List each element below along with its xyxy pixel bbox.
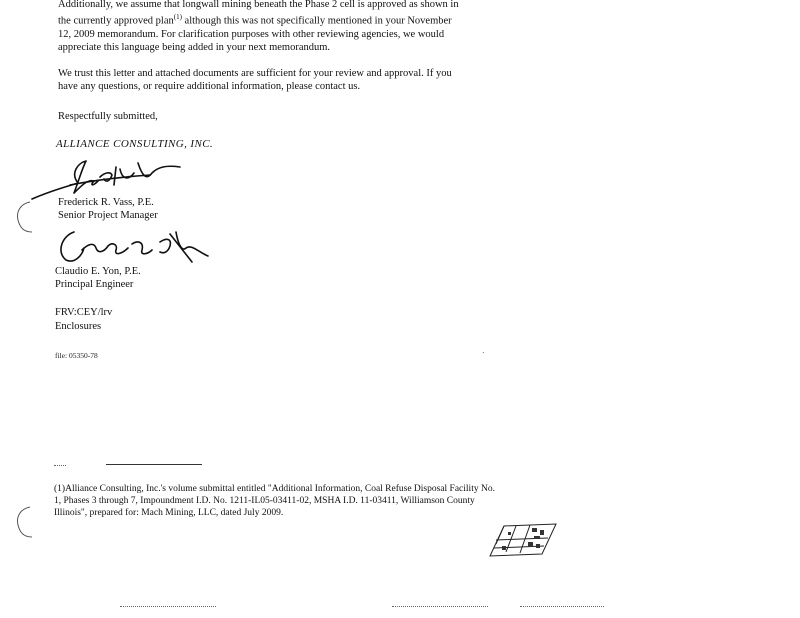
footnote-ref: (1) [173,13,182,21]
firm-name: ALLIANCE CONSULTING, INC. [56,138,214,150]
footnote-line: (1)Alliance Consulting, Inc.'s volume submittal entitled "Additional Information, Coal Refuse Disposal Facility No. [54,484,495,494]
paragraph-closing-request [58,67,528,93]
stray-mark: · [482,348,485,357]
paragraph-line: We trust this letter and attached documents are sufficient for your review and approval. If you [58,68,452,79]
signer-1-name: Frederick R. Vass, P.E. [58,197,154,208]
closing: Respectfully submitted, [58,111,158,122]
paragraph-line: 12, 2009 memorandum. For clarification purposes with other reviewing agencies, we would [58,28,445,40]
stamp-mark [486,520,560,560]
hole-punch-mark-upper [14,200,34,234]
paragraph-line: have any questions, or require additional information, please contact us. [58,81,361,92]
file-reference: file: 05350-78 [55,351,98,360]
signer-1-title: Senior Project Manager [58,210,158,221]
enclosures: Enclosures [55,321,102,332]
scan-artifact-2 [392,606,488,607]
paragraph-line: appreciate this language being added in your next memorandum. [58,41,331,53]
initials: FRV:CEY/lrv [55,307,113,318]
hole-punch-mark-lower [14,505,34,539]
footnote-line: Illinois", prepared for: Mach Mining, LLC, dated July 2009. [54,508,284,518]
scan-artifact-1 [120,606,216,607]
footnote-line: 1, Phases 3 through 7, Impoundment I.D. No. 1211-IL05-03411-02, MSHA I.D. 11-03411, Williamson County [54,496,475,506]
paragraph-line: Additionally, we assume that longwall mining beneath the Phase 2 cell is approved as shown in [58,0,459,10]
paragraph-line: the currently approved plan$^{(1)}$ although this was not specifically mentioned in your November [58,13,452,27]
footnote-separator [106,464,202,465]
signer-2-title: Principal Engineer [55,279,134,290]
footnote-separator-dots [54,465,66,466]
footnote [54,483,534,519]
signer-2-name: Claudio E. Yon, P.E. [55,266,141,277]
scan-artifact-3 [520,606,604,607]
paragraph-longwall [58,0,528,54]
